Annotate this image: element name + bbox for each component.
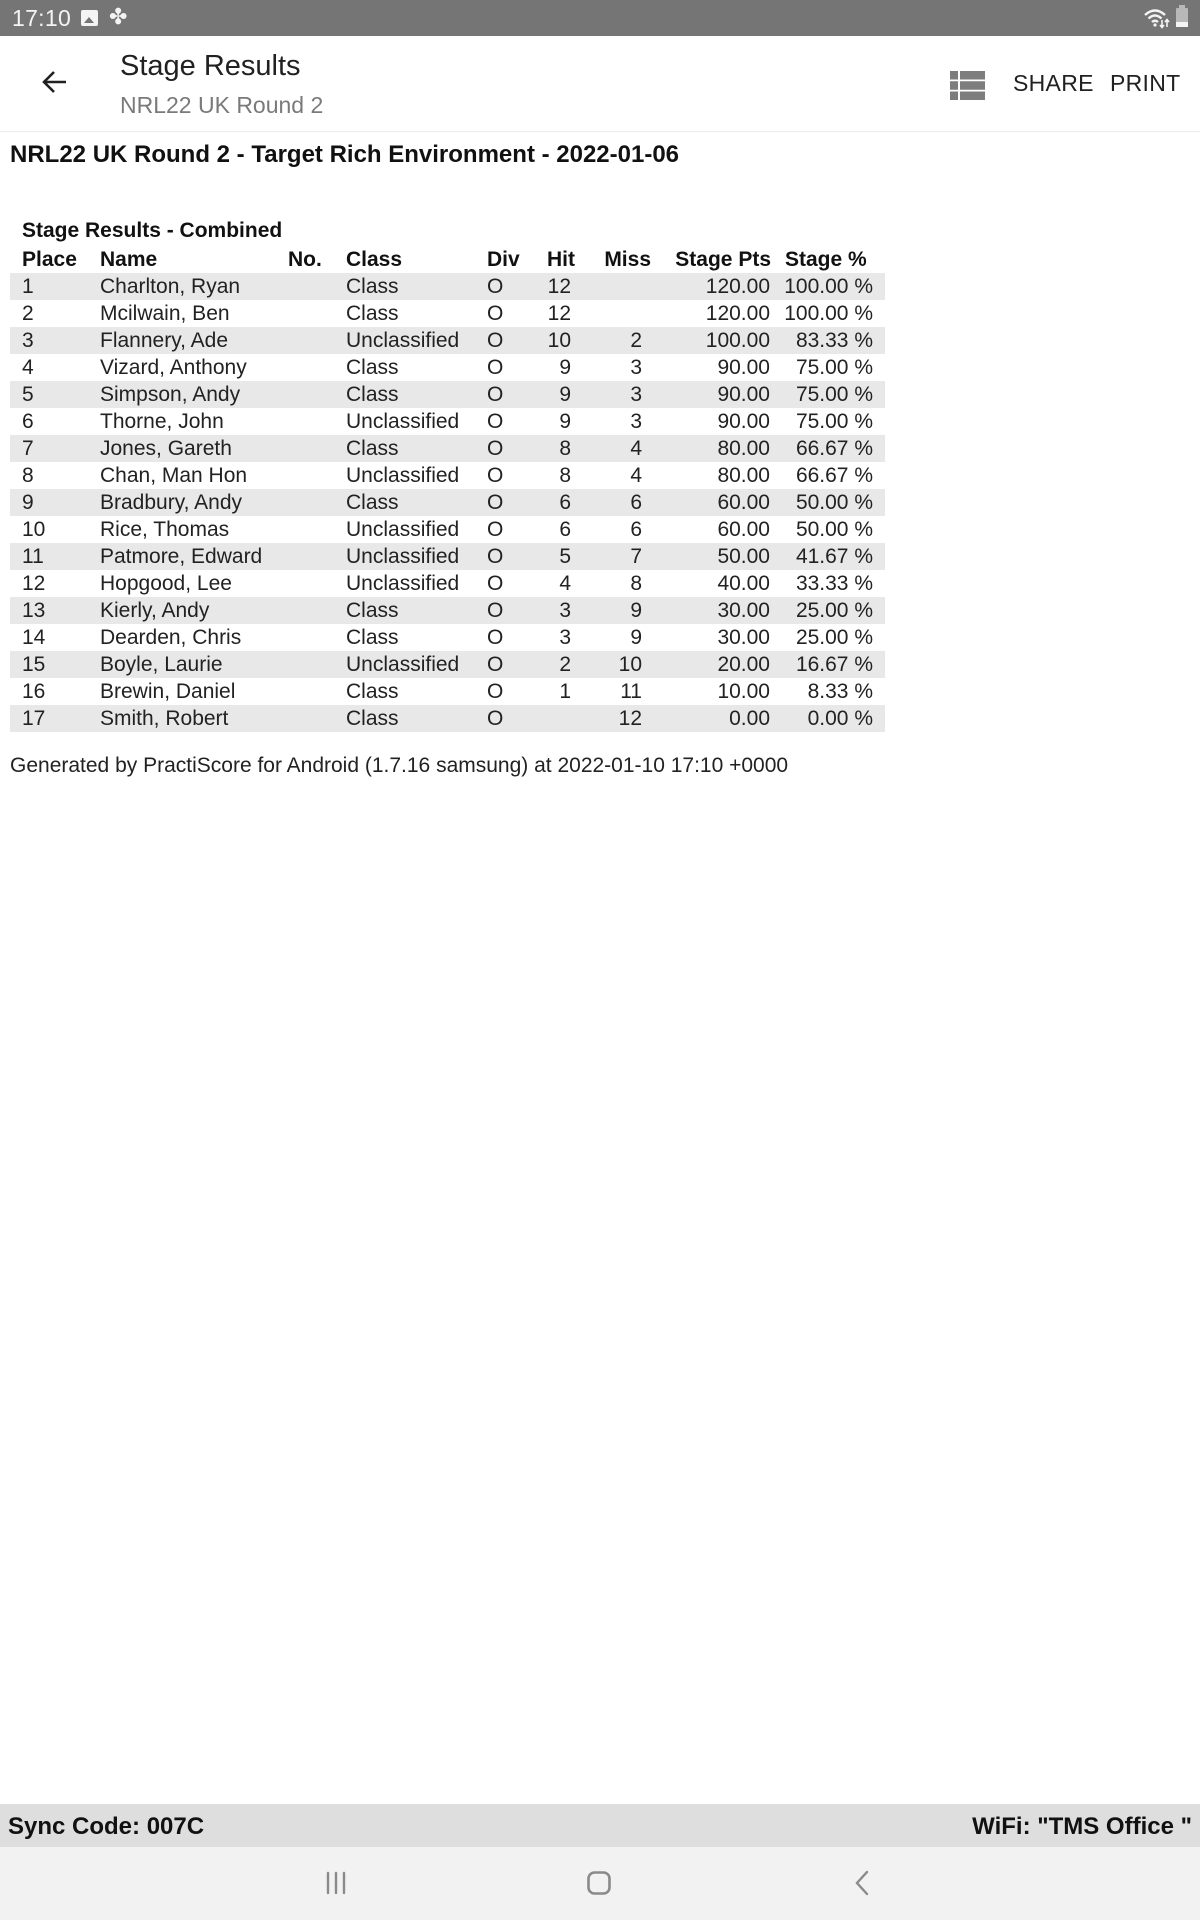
table-row	[10, 381, 885, 408]
cell-miss: 4	[630, 437, 642, 460]
cell-place: 4	[22, 356, 34, 379]
cell-stage-pct: 8.33 %	[807, 680, 873, 703]
cell-hit: 10	[547, 329, 571, 352]
cell-name: Smith, Robert	[100, 707, 229, 730]
column-header-stage-pct: Stage %	[785, 248, 867, 271]
cell-stage-pct: 41.67 %	[795, 545, 873, 568]
cell-hit: 9	[559, 410, 571, 433]
cell-div: O	[487, 383, 504, 406]
cell-hit: 12	[547, 275, 571, 298]
cell-miss: 7	[630, 545, 642, 568]
cell-div: O	[487, 491, 504, 514]
cell-place: 8	[22, 464, 34, 487]
table-row	[10, 408, 885, 435]
cell-stage-pct: 25.00 %	[795, 599, 873, 622]
cell-place: 16	[22, 680, 46, 703]
cell-hit: 6	[559, 491, 571, 514]
cell-stage-pts: 100.00	[705, 329, 770, 352]
cell-place: 11	[22, 545, 44, 568]
wifi-icon	[1143, 7, 1171, 29]
print-button[interactable]: PRINT	[1110, 70, 1181, 96]
table-row	[10, 300, 885, 327]
cell-miss: 6	[630, 518, 642, 541]
cell-miss: 3	[630, 356, 642, 379]
table-header-row	[10, 246, 885, 273]
cell-miss: 2	[630, 329, 642, 352]
cell-stage-pts: 30.00	[717, 626, 770, 649]
cell-div: O	[487, 707, 504, 730]
table-row	[10, 354, 885, 381]
cell-stage-pct: 33.33 %	[795, 572, 873, 595]
cell-div: O	[487, 572, 504, 595]
cell-place: 2	[22, 302, 34, 325]
cell-name: Dearden, Chris	[100, 626, 242, 649]
table-row	[10, 624, 885, 651]
table-row	[10, 273, 885, 300]
cell-hit: 4	[559, 572, 571, 595]
cell-class: Unclassified	[346, 518, 460, 541]
cell-stage-pct: 66.67 %	[795, 464, 873, 487]
sync-code: Sync Code: 007C	[8, 1813, 205, 1840]
cell-miss: 12	[618, 707, 642, 730]
cell-hit: 2	[559, 653, 571, 676]
column-header-hit: Hit	[547, 248, 575, 271]
column-header-class: Class	[346, 248, 403, 271]
cell-name: Rice, Thomas	[100, 518, 230, 541]
cell-stage-pct: 66.67 %	[795, 437, 873, 460]
cell-stage-pts: 20.00	[717, 653, 770, 676]
cell-div: O	[487, 653, 504, 676]
cell-hit: 3	[559, 626, 571, 649]
cell-name: Mcilwain, Ben	[100, 302, 230, 325]
cell-name: Jones, Gareth	[100, 437, 232, 460]
column-header-name: Name	[100, 248, 158, 271]
cell-stage-pts: 80.00	[717, 464, 770, 487]
cell-stage-pct: 0.00 %	[807, 707, 873, 730]
cell-stage-pts: 90.00	[717, 356, 770, 379]
cell-stage-pct: 50.00 %	[795, 518, 873, 541]
cell-name: Boyle, Laurie	[100, 653, 223, 676]
cell-class: Unclassified	[346, 653, 460, 676]
table-row	[10, 462, 885, 489]
wifi-network: WiFi: "TMS Office "	[972, 1813, 1192, 1840]
cell-name: Patmore, Edward	[100, 545, 263, 568]
cell-hit: 6	[559, 518, 571, 541]
battery-icon	[1176, 8, 1188, 27]
page-subtitle: NRL22 UK Round 2	[120, 92, 324, 118]
cell-class: Class	[346, 599, 399, 622]
cell-class: Class	[346, 302, 399, 325]
column-header-no: No.	[288, 248, 322, 271]
section-title: Stage Results - Combined	[22, 219, 283, 242]
cell-div: O	[487, 356, 504, 379]
cell-class: Class	[346, 275, 399, 298]
view-list-button[interactable]	[944, 65, 990, 105]
cell-div: O	[487, 626, 504, 649]
table-row	[10, 597, 885, 624]
page-title: Stage Results	[120, 50, 301, 82]
image-icon	[81, 10, 98, 26]
results-table	[10, 246, 885, 732]
cell-class: Unclassified	[346, 464, 460, 487]
cell-div: O	[487, 437, 504, 460]
home-button[interactable]	[579, 1865, 619, 1901]
cell-stage-pts: 90.00	[717, 383, 770, 406]
cell-miss: 9	[630, 626, 642, 649]
cell-place: 5	[22, 383, 34, 406]
cell-class: Class	[346, 437, 399, 460]
cell-stage-pts: 120.00	[705, 275, 770, 298]
recents-button[interactable]	[316, 1865, 356, 1901]
cell-name: Simpson, Andy	[100, 383, 241, 406]
cell-div: O	[487, 302, 504, 325]
cell-name: Flannery, Ade	[100, 329, 229, 352]
cell-place: 14	[22, 626, 46, 649]
cell-place: 12	[22, 572, 46, 595]
cell-class: Class	[346, 356, 399, 379]
cell-class: Class	[346, 707, 399, 730]
cell-place: 9	[22, 491, 34, 514]
cell-stage-pts: 10.00	[717, 680, 770, 703]
arrow-left-icon	[42, 69, 68, 95]
back-button[interactable]	[34, 61, 76, 103]
cell-name: Charlton, Ryan	[100, 275, 241, 298]
recents-icon	[324, 1871, 348, 1895]
cell-place: 15	[22, 653, 46, 676]
cell-stage-pct: 25.00 %	[795, 626, 873, 649]
cell-name: Thorne, John	[100, 410, 224, 433]
cell-stage-pts: 120.00	[705, 302, 770, 325]
fan-icon: ✤	[109, 4, 128, 29]
cell-miss: 11	[620, 680, 642, 703]
cell-hit: 8	[559, 437, 571, 460]
cell-class: Unclassified	[346, 572, 460, 595]
system-back-button[interactable]	[842, 1865, 882, 1901]
sync-status-bar	[0, 1804, 1200, 1847]
cell-class: Class	[346, 383, 399, 406]
cell-stage-pct: 75.00 %	[795, 410, 873, 433]
status-time: 17:10	[12, 5, 72, 31]
column-header-miss: Miss	[604, 248, 651, 271]
cell-stage-pts: 60.00	[717, 491, 770, 514]
cell-stage-pct: 75.00 %	[795, 383, 873, 406]
cell-div: O	[487, 410, 504, 433]
cell-name: Vizard, Anthony	[100, 356, 247, 379]
cell-name: Brewin, Daniel	[100, 680, 236, 703]
cell-hit: 9	[559, 356, 571, 379]
cell-hit: 5	[559, 545, 571, 568]
cell-div: O	[487, 275, 504, 298]
cell-miss: 8	[630, 572, 642, 595]
cell-hit: 3	[559, 599, 571, 622]
cell-hit: 9	[559, 383, 571, 406]
column-header-stage-pts: Stage Pts	[675, 248, 771, 271]
generated-by-text: Generated by PractiScore for Android (1.7.16 samsung) at 2022-01-10 17:10 +0000	[10, 754, 789, 777]
cell-class: Unclassified	[346, 410, 460, 433]
cell-hit: 8	[559, 464, 571, 487]
table-row	[10, 678, 885, 705]
cell-div: O	[487, 680, 504, 703]
cell-name: Bradbury, Andy	[100, 491, 243, 514]
cell-place: 17	[22, 707, 46, 730]
status-bar	[0, 0, 1200, 36]
cell-miss: 6	[630, 491, 642, 514]
cell-div: O	[487, 599, 504, 622]
cell-hit: 1	[559, 680, 571, 703]
cell-miss: 10	[618, 653, 642, 676]
cell-class: Unclassified	[346, 545, 460, 568]
cell-place: 6	[22, 410, 34, 433]
cell-stage-pct: 100.00 %	[784, 275, 873, 298]
system-nav-bar	[0, 1847, 1200, 1920]
home-icon	[586, 1870, 612, 1896]
column-header-div: Div	[487, 248, 520, 271]
cell-div: O	[487, 545, 504, 568]
table-row	[10, 489, 885, 516]
cell-class: Class	[346, 491, 399, 514]
table-row	[10, 651, 885, 678]
cell-stage-pts: 0.00	[729, 707, 770, 730]
cell-miss: 4	[630, 464, 642, 487]
cell-miss: 3	[630, 383, 642, 406]
cell-stage-pct: 100.00 %	[784, 302, 873, 325]
cell-div: O	[487, 464, 504, 487]
table-body	[10, 273, 885, 732]
cell-stage-pts: 60.00	[717, 518, 770, 541]
column-header-place: Place	[22, 248, 77, 271]
table-row	[10, 543, 885, 570]
cell-stage-pts: 30.00	[717, 599, 770, 622]
cell-stage-pts: 40.00	[717, 572, 770, 595]
cell-stage-pct: 83.33 %	[795, 329, 873, 352]
view-list-icon	[950, 71, 985, 100]
cell-class: Unclassified	[346, 329, 460, 352]
cell-name: Hopgood, Lee	[100, 572, 232, 595]
cell-class: Class	[346, 680, 399, 703]
table-row	[10, 327, 885, 354]
cell-name: Chan, Man Hon	[100, 464, 248, 487]
cell-div: O	[487, 518, 504, 541]
cell-miss: 3	[630, 410, 642, 433]
table-row	[10, 570, 885, 597]
table-row	[10, 516, 885, 543]
table-row	[10, 705, 885, 732]
cell-stage-pct: 75.00 %	[795, 356, 873, 379]
cell-hit: 12	[547, 302, 571, 325]
cell-stage-pts: 80.00	[717, 437, 770, 460]
cell-place: 13	[22, 599, 46, 622]
cell-div: O	[487, 329, 504, 352]
cell-place: 3	[22, 329, 34, 352]
cell-place: 1	[22, 275, 34, 298]
share-button[interactable]: SHARE	[1013, 70, 1094, 96]
cell-stage-pts: 90.00	[717, 410, 770, 433]
cell-place: 7	[22, 437, 34, 460]
report-title: NRL22 UK Round 2 - Target Rich Environment - 2022-01-06	[10, 141, 680, 168]
cell-miss: 9	[630, 599, 642, 622]
cell-stage-pts: 50.00	[717, 545, 770, 568]
table-row	[10, 435, 885, 462]
back-icon	[853, 1870, 871, 1896]
app-bar	[0, 36, 1200, 132]
cell-class: Class	[346, 626, 399, 649]
cell-place: 10	[22, 518, 46, 541]
cell-name: Kierly, Andy	[100, 599, 210, 622]
cell-stage-pct: 16.67 %	[795, 653, 873, 676]
cell-stage-pct: 50.00 %	[795, 491, 873, 514]
